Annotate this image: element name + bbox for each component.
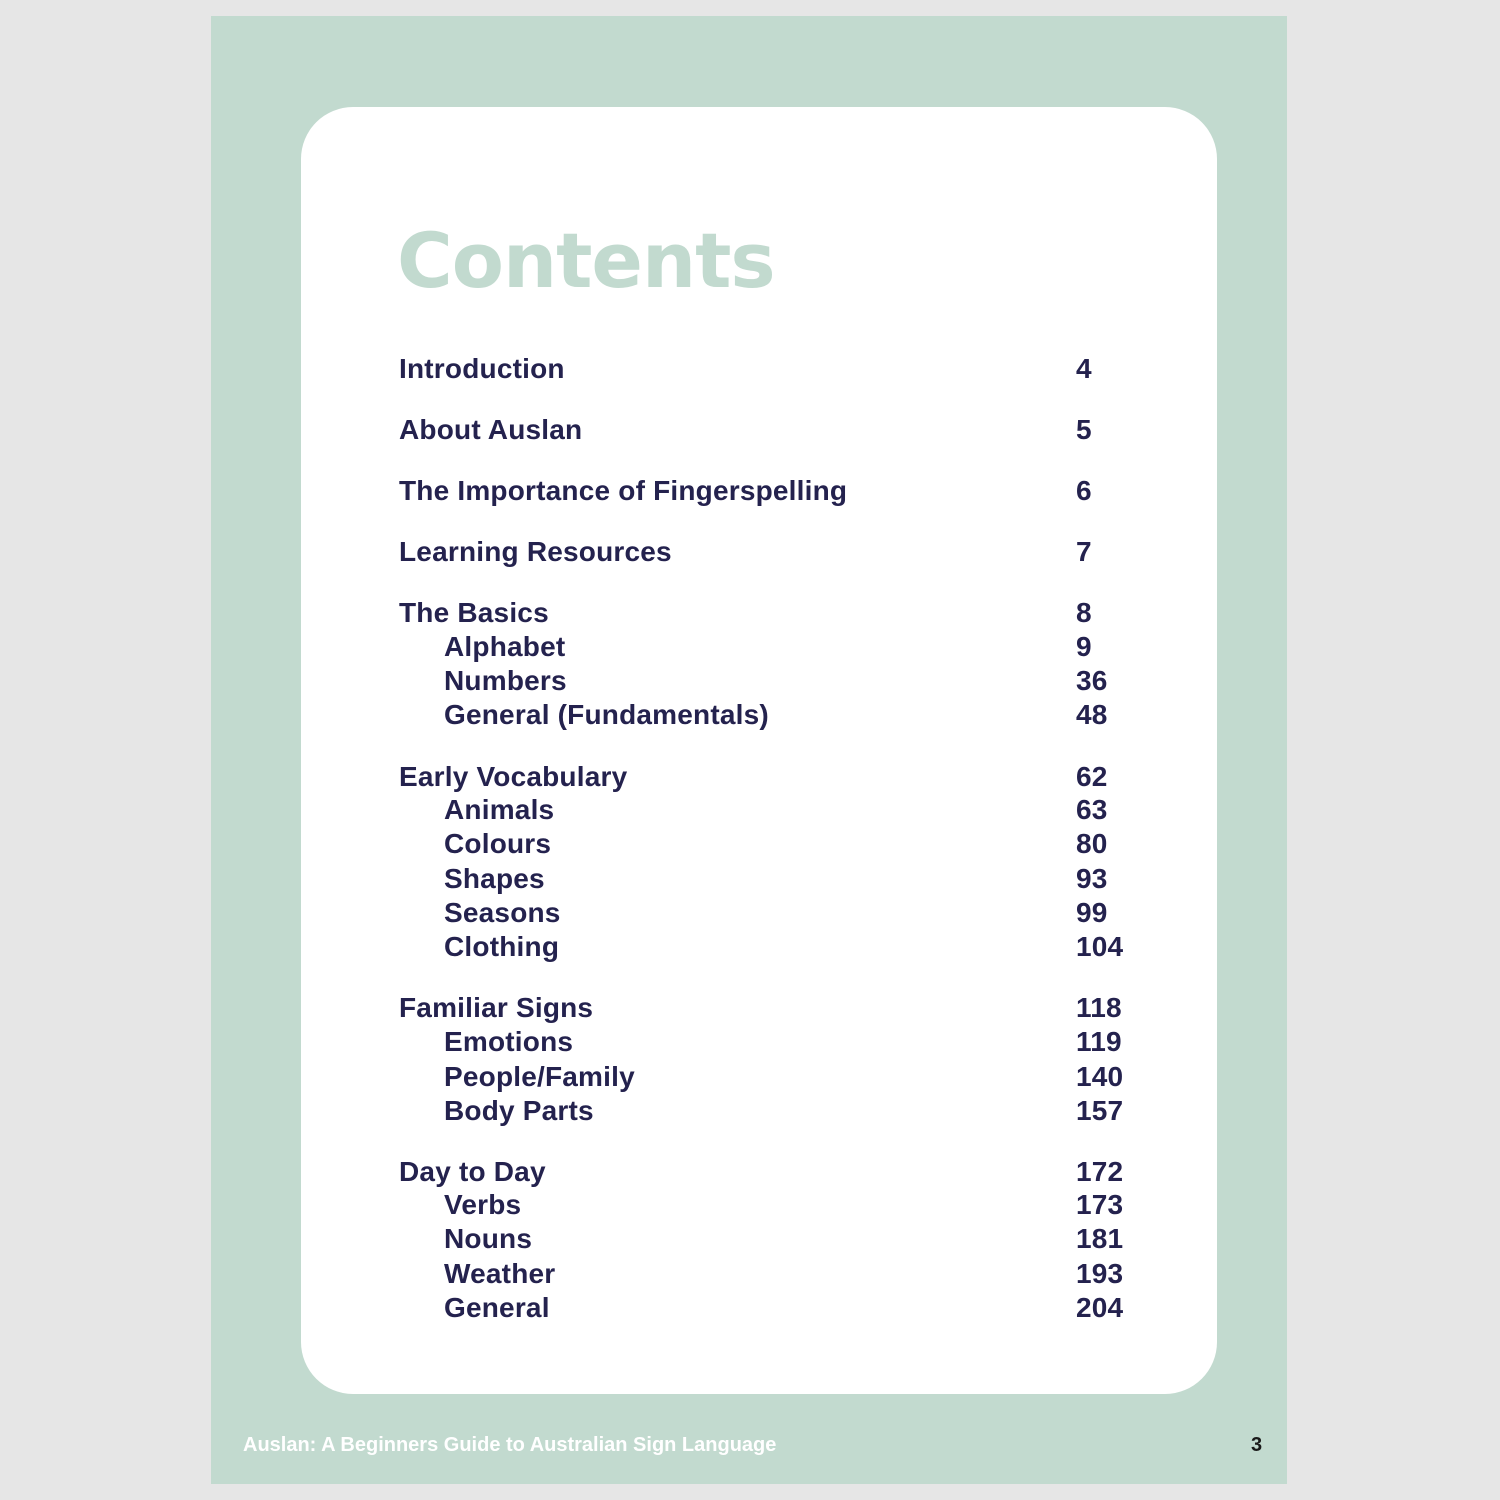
toc-entry-page: 140 bbox=[1076, 1061, 1124, 1092]
toc-entry-label: People/Family bbox=[444, 1061, 635, 1092]
toc-entry-label: Shapes bbox=[444, 863, 545, 894]
toc-entry-label: Seasons bbox=[444, 897, 561, 928]
toc-entry-page: 173 bbox=[1076, 1189, 1124, 1220]
toc-entry-day-to-day[interactable] bbox=[301, 1154, 1217, 1190]
toc-entry-page: 99 bbox=[1076, 897, 1108, 928]
toc-subentry-people-family[interactable] bbox=[301, 1059, 1217, 1095]
toc-entry-page: 63 bbox=[1076, 794, 1108, 825]
footer-book-title: Auslan: A Beginners Guide to Australian Sign Language bbox=[243, 1434, 777, 1456]
toc-entry-label: General bbox=[444, 1292, 550, 1323]
toc-entry-label: Animals bbox=[444, 794, 555, 825]
toc-subentry-verbs[interactable] bbox=[301, 1187, 1217, 1223]
toc-subentry-weather[interactable] bbox=[301, 1256, 1217, 1292]
toc-entry-page: 193 bbox=[1076, 1258, 1124, 1289]
toc-entry-page: 93 bbox=[1076, 863, 1108, 894]
toc-entry-page: 8 bbox=[1076, 597, 1092, 628]
toc-entry-label: General (Fundamentals) bbox=[444, 699, 769, 730]
toc-entry-label: Weather bbox=[444, 1258, 556, 1289]
toc-entry-the-basics[interactable] bbox=[301, 595, 1217, 631]
toc-entry-page: 181 bbox=[1076, 1223, 1124, 1254]
toc-subentry-shapes[interactable] bbox=[301, 861, 1217, 897]
toc-subentry-nouns[interactable] bbox=[301, 1221, 1217, 1257]
toc-entry-label: Emotions bbox=[444, 1026, 574, 1057]
toc-entry-page: 6 bbox=[1076, 475, 1092, 506]
toc-entry-label: Nouns bbox=[444, 1223, 533, 1254]
toc-subentry-general[interactable] bbox=[301, 1290, 1217, 1326]
toc-entry-page: 157 bbox=[1076, 1095, 1124, 1126]
toc-entry-page: 80 bbox=[1076, 828, 1108, 859]
toc-entry-label: Learning Resources bbox=[399, 536, 672, 567]
toc-entry-page: 48 bbox=[1076, 699, 1108, 730]
page-title: Contents bbox=[397, 216, 775, 305]
toc-entry-label: Colours bbox=[444, 828, 552, 859]
toc-entry-label: Verbs bbox=[444, 1189, 522, 1220]
toc-subentry-seasons[interactable] bbox=[301, 895, 1217, 931]
toc-entry-page: 118 bbox=[1076, 992, 1122, 1023]
toc-entry-label: Alphabet bbox=[444, 631, 566, 662]
toc-entry-page: 7 bbox=[1076, 536, 1092, 567]
toc-subentry-animals[interactable] bbox=[301, 792, 1217, 828]
toc-entry-label: Early Vocabulary bbox=[399, 761, 628, 792]
toc-entry-label: Familiar Signs bbox=[399, 992, 594, 1023]
toc-entry-familiar-signs[interactable] bbox=[301, 990, 1217, 1026]
toc-entry-label: The Basics bbox=[399, 597, 549, 628]
toc-subentry-body-parts[interactable] bbox=[301, 1093, 1217, 1129]
toc-entry-label: About Auslan bbox=[399, 414, 583, 445]
toc-entry-introduction[interactable] bbox=[301, 351, 1217, 387]
toc-subentry-numbers[interactable] bbox=[301, 663, 1217, 699]
toc-entry-label: Day to Day bbox=[399, 1156, 546, 1187]
toc-entry-label: Clothing bbox=[444, 931, 560, 962]
toc-entry-page: 104 bbox=[1076, 931, 1124, 962]
toc-subentry-emotions[interactable] bbox=[301, 1024, 1217, 1060]
toc-entry-page: 204 bbox=[1076, 1292, 1124, 1323]
toc-subentry-clothing[interactable] bbox=[301, 929, 1217, 965]
toc-entry-page: 62 bbox=[1076, 761, 1108, 792]
toc-entry-page: 36 bbox=[1076, 665, 1108, 696]
contents-card bbox=[301, 107, 1217, 1394]
toc-entry-about-auslan[interactable] bbox=[301, 412, 1217, 448]
footer-page-number: 3 bbox=[1251, 1434, 1263, 1456]
toc-subentry-general-fundamentals[interactable] bbox=[301, 697, 1217, 733]
toc-entry-label: The Importance of Fingerspelling bbox=[399, 475, 848, 506]
toc-entry-early-vocabulary[interactable] bbox=[301, 759, 1217, 795]
toc-subentry-colours[interactable] bbox=[301, 826, 1217, 862]
toc-entry-page: 119 bbox=[1076, 1026, 1122, 1057]
toc-entry-page: 172 bbox=[1076, 1156, 1124, 1187]
toc-entry-label: Introduction bbox=[399, 353, 565, 384]
toc-subentry-alphabet[interactable] bbox=[301, 629, 1217, 665]
toc-entry-page: 5 bbox=[1076, 414, 1092, 445]
document-page bbox=[211, 16, 1287, 1484]
toc-entry-label: Body Parts bbox=[444, 1095, 594, 1126]
toc-entry-fingerspelling[interactable] bbox=[301, 473, 1217, 509]
toc-entry-label: Numbers bbox=[444, 665, 567, 696]
toc-entry-learning-resources[interactable] bbox=[301, 534, 1217, 570]
toc-entry-page: 9 bbox=[1076, 631, 1092, 662]
toc-entry-page: 4 bbox=[1076, 353, 1092, 384]
